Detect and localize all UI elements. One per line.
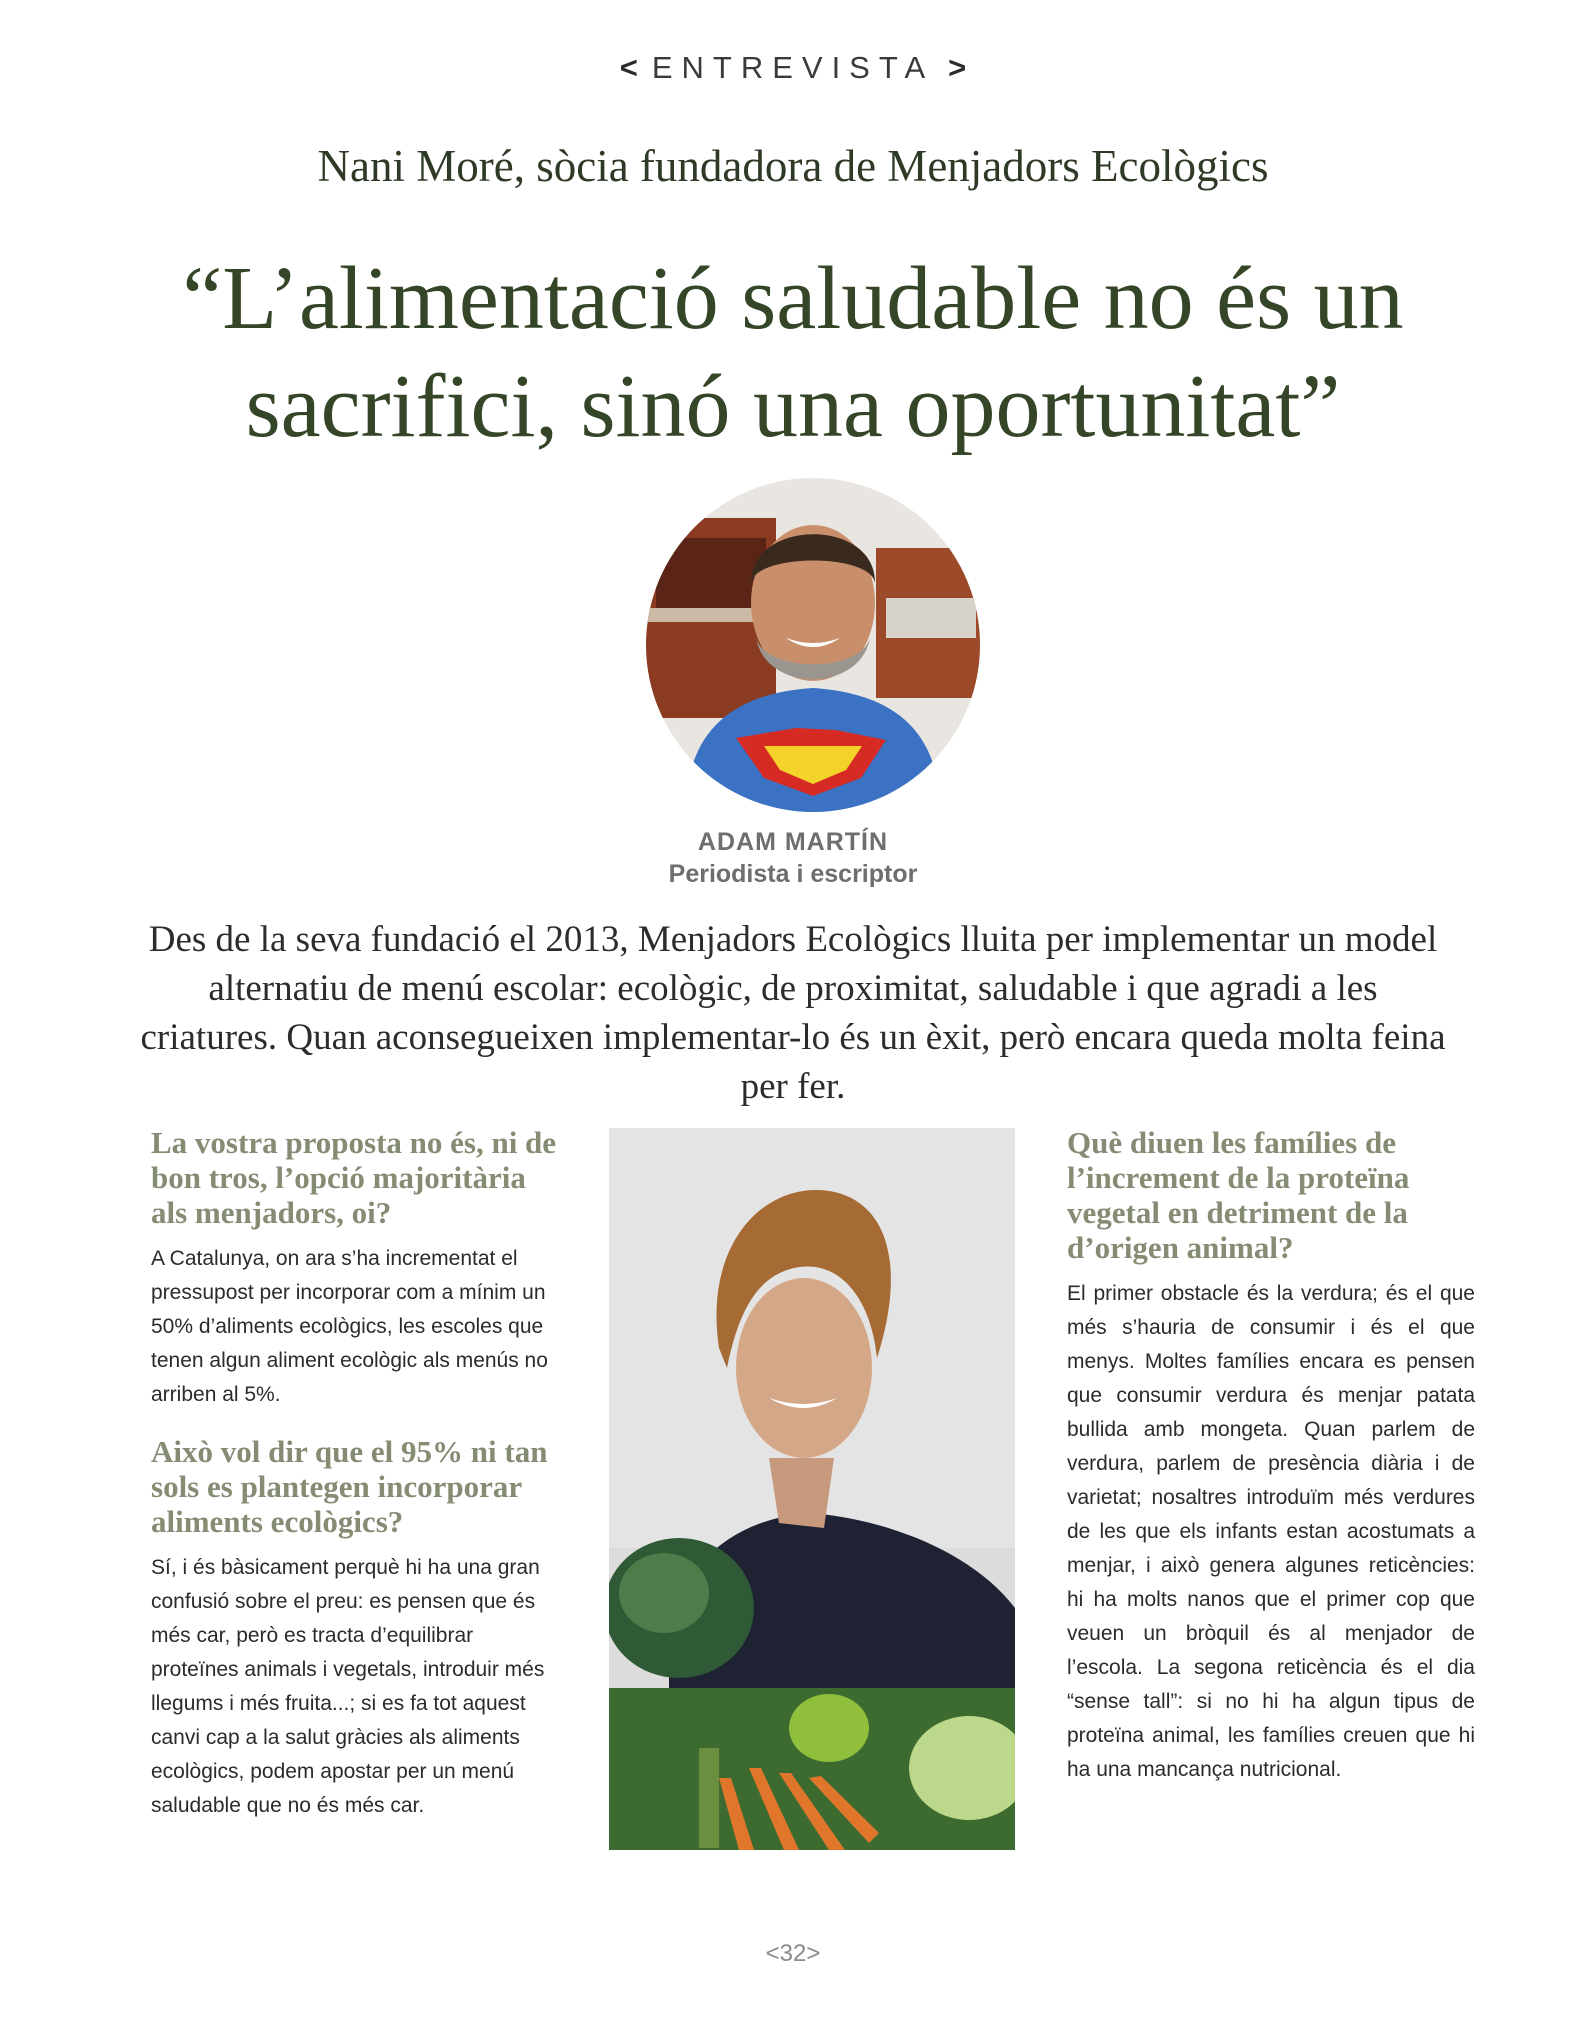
author-role: Periodista i escriptor xyxy=(668,860,918,888)
chevron-left-icon: < xyxy=(619,50,638,85)
answer-2: Sí, i és bàsicament perquè hi ha una gran confusió sobre el preu: es pensen que és més car, però es tracta d’equilibrar proteïnes animals i vegetals, introduir més llegums i més fruita...; si es fa tot aquest canvi cap a la salut gràcies als aliments ecològics, podem apostar per un menú saludable que no és més car. xyxy=(151,1556,545,1817)
column-left xyxy=(151,1125,561,1845)
chevron-right-icon: > xyxy=(948,50,967,85)
answer-1: A Catalunya, on ara s’ha incrementat el pressupost per incorporar com a mínim un 50% d’aliments ecològics, les escoles que tenen algun aliment ecològic als menús no arriben al 5%. xyxy=(151,1247,548,1406)
page-number xyxy=(0,1940,1586,1968)
page-number-value: 32 xyxy=(779,1940,807,1967)
question-1: La vostra proposta no és, ni de bon tros, l’opció majoritària als menjadors, oi? xyxy=(151,1125,557,1230)
chevron-left-icon: < xyxy=(765,1940,780,1967)
column-right xyxy=(1067,1125,1475,1809)
article-lede: Des de la seva fundació el 2013, Menjadors Ecològics lluita per implementar un model alternatiu de menú escolar: ecològic, de proximitat, saludable i que agradi a les criatures. Quan aconsegueixen implementar-lo és un èxit, però encara queda molta feina per fer. xyxy=(140,919,1446,1107)
author-name: ADAM MARTÍN xyxy=(697,828,889,856)
article-headline: “L’alimentació saludable no és un sacrifici, sinó una oportunitat” xyxy=(182,249,1404,456)
question-3: Què diuen les famílies de l’increment de la proteïna vegetal en detriment de la d’origen animal? xyxy=(1067,1125,1410,1265)
article-subtitle: Nani Moré, sòcia fundadora de Menjadors Ecològics xyxy=(317,141,1269,191)
author-photo xyxy=(646,478,980,812)
question-2: Això vol dir que el 95% ni tan sols es plantegen incorporar aliments ecològics? xyxy=(151,1434,548,1539)
section-tag xyxy=(0,50,1586,86)
section-label: ENTREVISTA xyxy=(651,50,935,85)
answer-3: El primer obstacle és la verdura; és el que més s’hauria de consumir i és el que menys. Moltes famílies encara es pensen que consumir verdura és menjar patata bullida amb mongeta. Quan parlem de verdura, parlem de presència diària i de varietat; nosaltres introduïm més verdures de les que els infants estan acostumats a menjar, i això genera algunes reticències: hi ha molts nanos que el primer cop que veuen un bròquil és al menjador de l’escola. La segona reticència és el dia “sense tall”: si no hi ha algun tipus de proteïna animal, les famílies creuen que hi ha una mancança nutricional. xyxy=(1067,1282,1475,1781)
interviewee-photo xyxy=(609,1128,1015,1850)
chevron-right-icon: > xyxy=(806,1940,821,1967)
